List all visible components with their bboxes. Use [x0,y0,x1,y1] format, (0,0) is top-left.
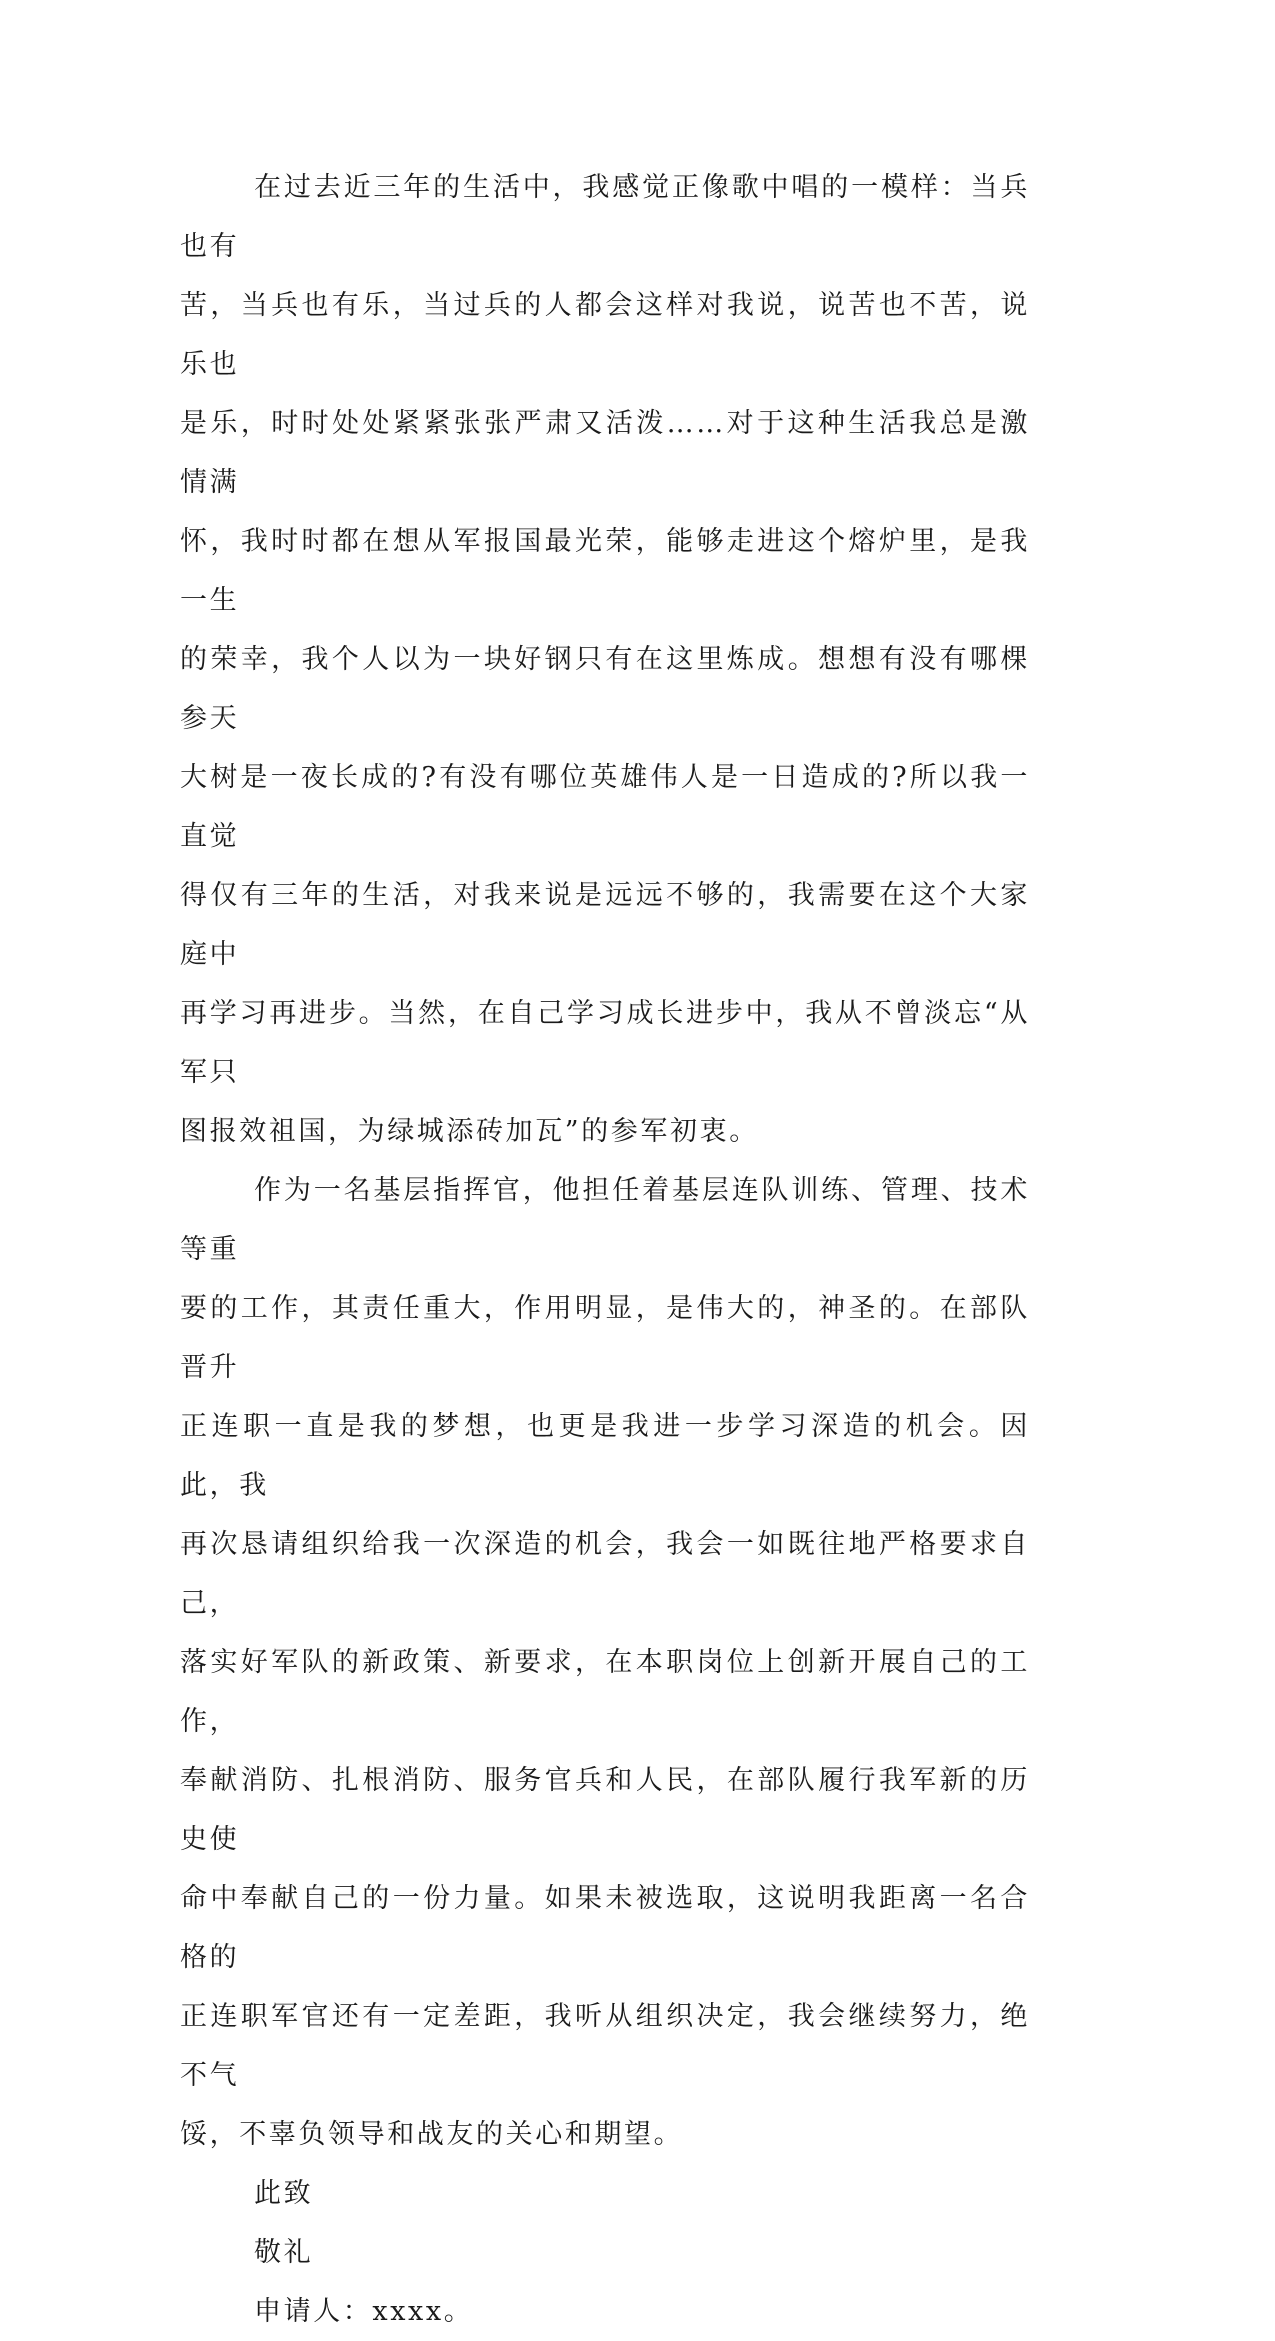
paragraph-2: 作为一名基层指挥官，他担任着基层连队训练、管理、技术等重 要的工作，其责任重大，作用明显，是伟大的，神圣的。在部队晋升 正连职一直是我的梦想，也更是我进一步学习深造的机会。因此，我 再次恳请组织给我一次深造的机会，我会一如既往地严格要求自己， 落实好军队的新政策、新要求，在本职岗位上创新开展自己的工作， 奉献消防、扎根消防、服务官兵和人民，在部队履行我军新的历史使 命中奉献自己的一份力量。如果未被选取，这说明我距离一名合格的 正连职军官还有一定差距，我听从组织决定，我会继续努力，绝不气 馁，不辜负领导和战友的关心和期望。 [180,1175,1030,2150]
document-body [180,158,1030,2341]
applicant-signature: 申请人：xxxx。 [254,2296,474,2327]
paragraph-1: 在过去近三年的生活中，我感觉正像歌中唱的一模样：当兵也有 苦，当兵也有乐，当过兵的人都会这样对我说，说苦也不苦，说乐也 是乐，时时处处紧紧张张严肃又活泼……对于这种生活我总是激情满 怀，我时时都在想从军报国最光荣，能够走进这个熔炉里，是我一生 的荣幸，我个人以为一块好钢只有在这里炼成。想想有没有哪棵参天 大树是一夜长成的?有没有哪位英雄伟人是一日造成的?所以我一直觉 得仅有三年的生活，对我来说是远远不够的，我需要在这个大家庭中 再学习再进步。当然，在自己学习成长进步中，我从不曾淡忘“从军只 图报效祖国，为绿城添砖加瓦”的参军初衷。 [180,172,1030,1147]
closing-salutation-1: 此致 [254,2178,314,2209]
closing-salutation-2: 敬礼 [254,2237,314,2268]
